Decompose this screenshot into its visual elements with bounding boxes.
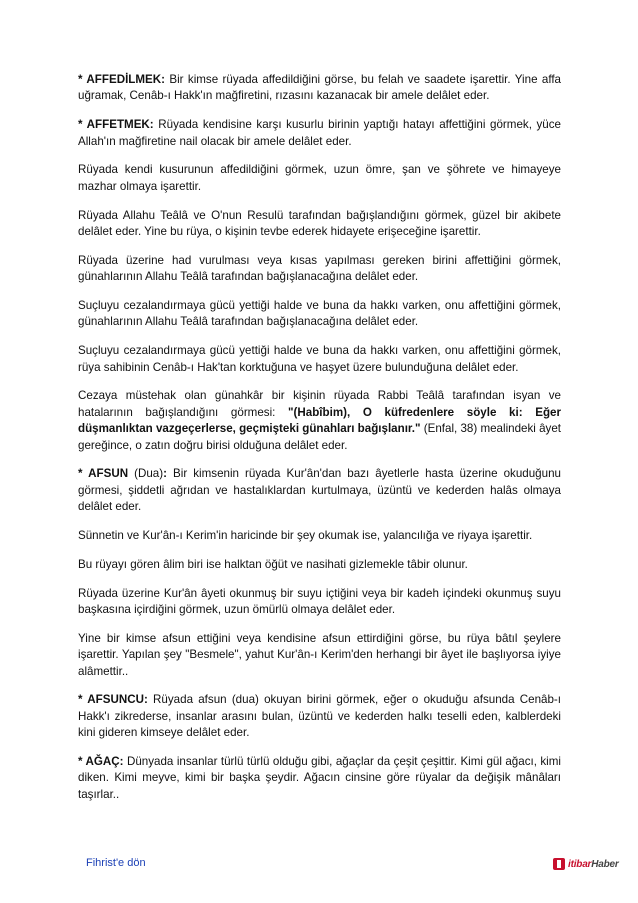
text-run: Cezaya müstehak olan günahkâr bir kişinin rüyada Rabbi Teâlâ tarafından isyan ve hatalarının bağışlandığını görmesi: (78, 389, 561, 419)
paragraph (78, 117, 561, 150)
itibarhaber-logo (553, 853, 623, 875)
text-run: Rüyada kendi kusurunun affedildiğini görmek, uzun ömre, şan ve şöhrete ve himayeye mazhar olmaya işarettir. (78, 163, 561, 193)
paragraph (78, 528, 561, 544)
text-run: Rüyada Allahu Teâlâ ve O'nun Resulü tarafından bağışlandığını görmek, güzel bir akibete delâlet eder. Yine bu rüya, o kişinin tevbe ederek hidayete erişeceğine işarettir. (78, 208, 561, 239)
paragraph (78, 388, 561, 454)
paragraph (78, 298, 561, 331)
text-run: Bir kimsenin rüyada Kur'ân'dan bazı âyetlerle hasta üzerine okuduğunu görmesi, şiddetli ağrıdan ve hastalıklardan kurtulmaya, üzüntü ve kederden halâs olmaya delâlet eder. (78, 467, 561, 514)
paragraph (78, 208, 561, 241)
bold-text: * AFSUNCU: (78, 693, 148, 707)
text-run: Bir kimse rüyada affedildiğini görse, bu felah ve saadete işarettir. Yine affa uğramak, Cenâb-ı Hakk'ın mağfiretini, rızasını kazanacak bir amele delâlet eder. (78, 73, 562, 103)
text-run: Dünyada insanlar türlü türlü olduğu gibi, ağaçlar da çeşit çeşittir. Kimi gül ağacı, kimi diken. Kimi meyve, kimi bir başka şeydir. Ağacın cinsine göre rüyalar da değişik mânâları taşırlar.. (78, 755, 561, 801)
text-run: Rüyada afsun (dua) okuyan birini görmek, eğer o okuduğu afsunda Cenâb-ı Hakk'ı zikrederse, insanlar arasını bulan, üzüntü ve kederden halkı teselli eden, kalblerdeki kini gideren kimseye delâlet eder. (78, 693, 561, 740)
text-run: Bu rüyayı gören âlim biri ise halktan öğüt ve nasihati gizlemekle tâbir olunur. (78, 557, 468, 571)
text-run: Rüyada kendisine karşı kusurlu birinin yaptığı hatayı affettiğini görmek, yüce Allah'ın mağfiretine nail olacak bir amele delâlet eder. (78, 118, 562, 148)
paragraph (78, 754, 561, 803)
paragraph (78, 692, 561, 741)
text-run: (Dua) (128, 467, 164, 481)
paragraph (78, 631, 561, 680)
text-run: Rüyada üzerine Kur'ân âyeti okunmuş bir suyu içtiğini veya bir kadeh içindeki okunmuş suyu başkasına içirdiğini görmek, uzun ömürlü olmaya delâlet eder. (78, 586, 561, 617)
document-body (78, 72, 561, 816)
paragraph (78, 586, 561, 619)
paragraph (78, 557, 561, 573)
bold-text: * AFSUN (78, 467, 129, 481)
paragraph (78, 162, 561, 195)
paragraph (78, 72, 561, 105)
paragraph (78, 466, 561, 515)
bold-text: * AFFEDİLMEK: (78, 73, 166, 86)
paragraph (78, 343, 561, 376)
bold-text: * AĞAÇ: (78, 755, 124, 769)
bold-text: * AFFETMEK: (78, 118, 154, 132)
text-run: Yine bir kimse afsun ettiğini veya kendisine afsun ettirdiğini görse, bu rüya bâtıl şeylere işarettir. Yapılan şey "Besmele", yahut Kur'ân-ı Kerim'den herhangi bir âyet ile başlıyorsa iyiye alâmettir.. (78, 631, 561, 678)
logo-mark-icon (553, 858, 565, 870)
logo-text: itibarHaber (568, 858, 619, 870)
paragraph (78, 253, 561, 286)
text-run: Rüyada üzerine had vurulması veya kısas yapılması gereken birini affettiğini görmek, günahlarının Allahu Teâlâ tarafından bağışlanacağına delâlet eder. (78, 253, 561, 284)
text-run: Suçluyu cezalandırmaya gücü yettiği halde ve buna da hakkı varken, onu affettiğini görmek, rüya sahibinin Cenâb-ı Hak'tan korktuğuna ve haşyet üzere bulunduğuna delâlet eder. (78, 344, 561, 374)
text-run: Suçluyu cezalandırmaya gücü yettiği halde ve buna da hakkı varken, onu affettiğini görmek, günahlarının Allahu Teâlâ tarafından bağışlanacağına delâlet eder. (78, 299, 561, 329)
bold-text: : (163, 467, 167, 481)
bold-text: "(Habîbim), O küfredenlere söyle ki: Eğer düşmanlıktan vazgeçerlerse, geçmişteki günahları bağışlanır." (78, 405, 562, 436)
text-run: (Enfal, 38) mealindeki âyet gereğince, o zatın doğru birisi olduğuna delâlet eder. (78, 422, 562, 452)
back-to-index-link[interactable]: Fihrist'e dön (86, 857, 146, 869)
text-run: Sünnetin ve Kur'ân-ı Kerim'in haricinde bir şey okumak ise, yalancılığa ve riyaya işarettir. (78, 529, 533, 543)
